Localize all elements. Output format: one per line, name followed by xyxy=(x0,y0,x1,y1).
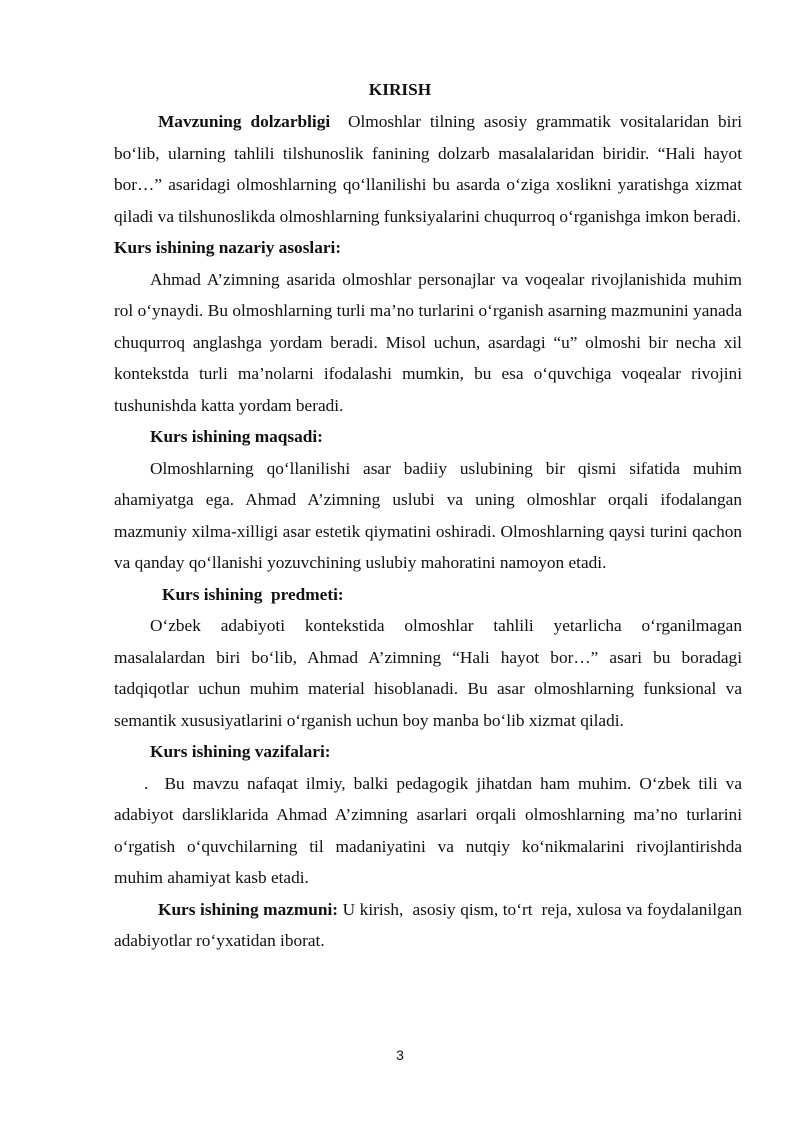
text-vazifalar: . Bu mavzu nafaqat ilmiy, balki pedagogik jihatdan ham muhim. O‘zbek tili va adabiyot darsliklarida Ahmad A’zimning asarlari orqali olmoshlarning ma’no turlarini o‘rgatish o‘quvchilarning til madaniyatini va nutqiy ko‘nikmalarini rivojlantirishda muhim ahamiyat kasb etadi. xyxy=(114,773,747,887)
text-mazmun: U kirish, asosiy qism, to‘rt reja, xulosa va foydalanilgan adabiyotlar ro‘yxatidan iborat. xyxy=(114,899,747,950)
heading-maqsad-line xyxy=(114,421,742,453)
text-predmet: O‘zbek adabiyoti kontekstida olmoshlar tahlili yetarlicha o‘rganilmagan masalalardan biri bo‘lib, Ahmad A’zimning “Hali hayot bor…” asari bu boradagi tadqiqotlar uchun muhim material hisoblanadi. Bu asar olmoshlarning funksional va semantik xususiyatlarini o‘rganish uchun boy manba bo‘lib xizmat qiladi. xyxy=(114,616,742,730)
paragraph-dolzarblik xyxy=(114,106,742,232)
text-maqsad: Olmoshlarning qo‘llanilishi asar badiiy uslubining bir qismi sifatida muhim ahamiyatga ega. Ahmad A’zimning uslubi va uning olmoshlar orqali ifodalangan mazmuniy xilma-xilligi asar estetik qiymatini oshiradi. Olmoshlarning qaysi turini qachon va qanday qo‘llanishi yozuvchining uslubiy mahoratini namoyon etadi. xyxy=(114,458,742,572)
heading-mazmun: Kurs ishining mazmuni: xyxy=(158,899,339,919)
heading-dolzarblik: Mavzuning dolzarbligi xyxy=(158,112,331,131)
paragraph-mazmun xyxy=(114,894,747,957)
heading-maqsad: Kurs ishining maqsadi: xyxy=(150,427,323,446)
text-nazariy: Ahmad A’zimning asarida olmoshlar personajlar va voqealar rivojlanishida muhim rol o‘ynaydi. Bu olmoshlarning turli ma’no turlarini o‘rganish asarning mazmunini yanada chuqurroq anglashga yordam beradi. Misol uchun, asardagi “u” olmoshi bir necha xil kontekstda turli ma’nolarni ifodalashi mumkin, bu esa o‘quvchiga voqealar rivojini tushunishda katta yordam beradi. xyxy=(114,269,742,415)
heading-vazifalar-line xyxy=(114,736,742,768)
heading-predmet-line xyxy=(114,579,742,611)
heading-nazariy-line xyxy=(114,232,742,264)
document-body xyxy=(114,106,747,957)
heading-predmet: Kurs ishining predmeti: xyxy=(162,584,344,604)
heading-vazifalar: Kurs ishining vazifalari: xyxy=(150,742,331,761)
heading-nazariy: Kurs ishining nazariy asoslari: xyxy=(114,238,342,257)
page-number: 3 xyxy=(396,1047,404,1063)
text-dolzarblik: Olmoshlar tilning asosiy grammatik vositalaridan biri bo‘lib, ularning tahlili tilshunoslik fanining dolzarb masalalaridan biridir. “Hali hayot bor…” asaridagi olmoshlarning qo‘llanilishi bu asarda o‘ziga xoslikni yaratishga xizmat qiladi va tilshunoslikda olmoshlarning funksiyalarini chuqurroq o‘rganishga imkon beradi. xyxy=(114,112,742,226)
page-title: KIRISH xyxy=(368,80,432,99)
